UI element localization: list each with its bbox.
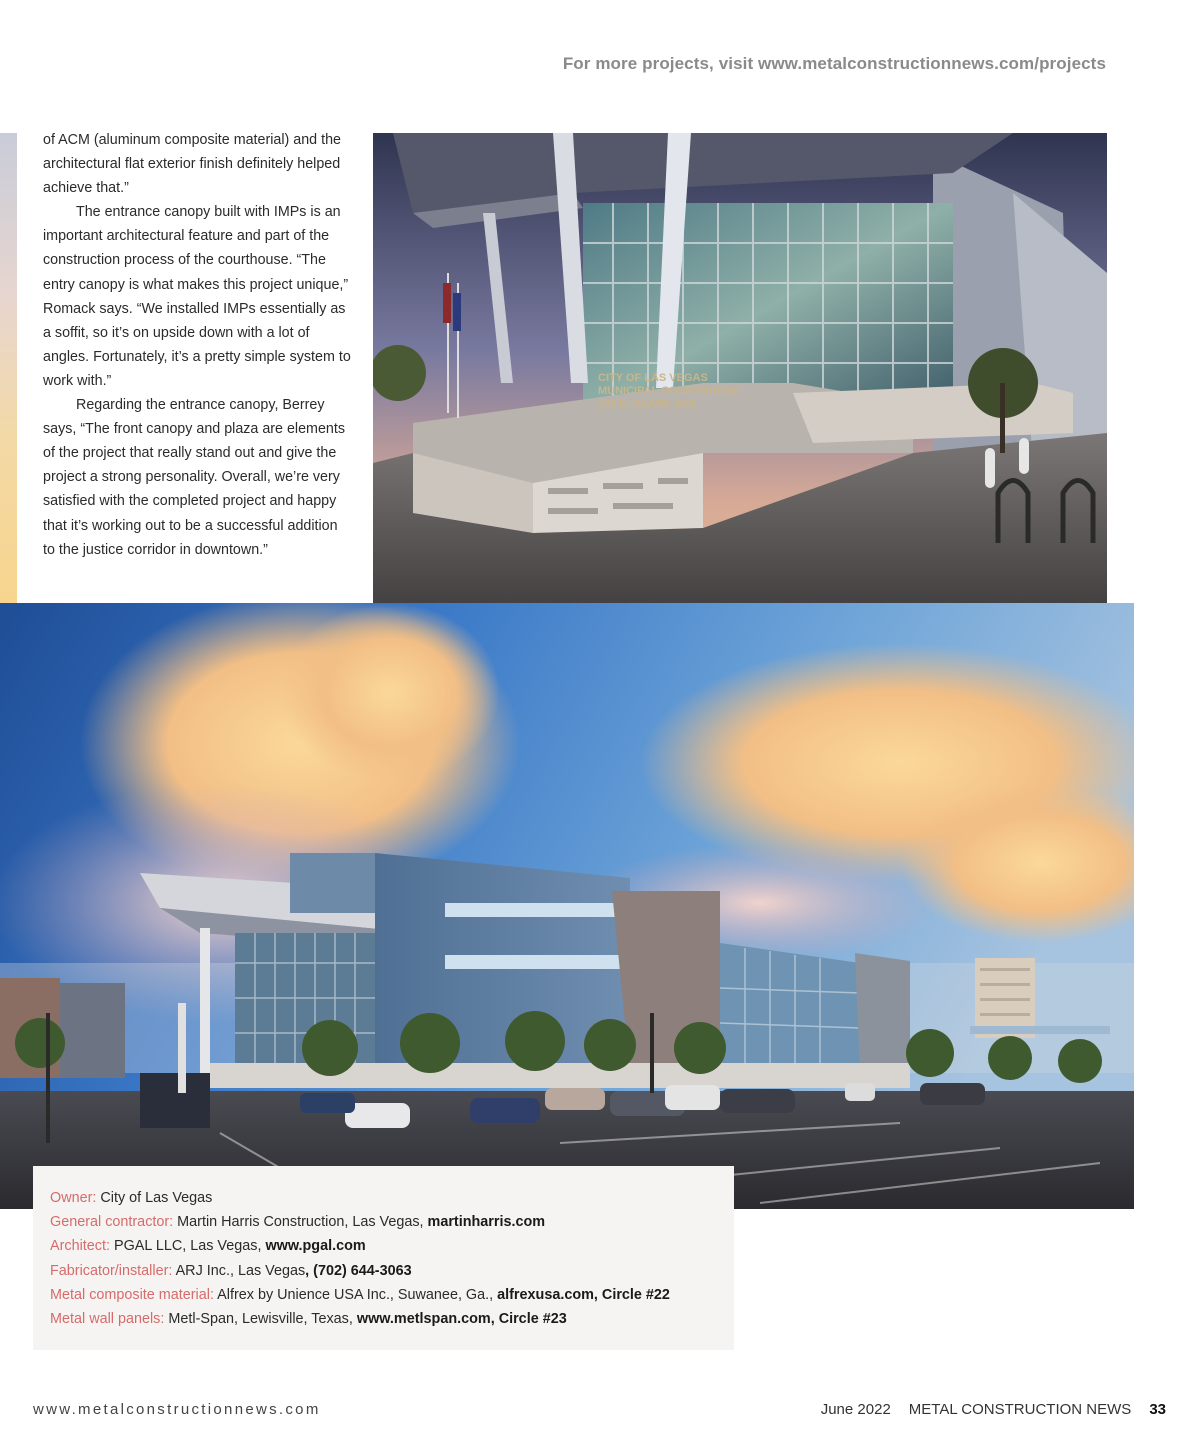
- sign-text-line: CITY OF LAS VEGAS: [598, 372, 708, 384]
- issue-date: June 2022: [820, 1401, 891, 1418]
- article-paragraph: of ACM (aluminum composite material) and the architectural flat exterior finish definitely helped achieve that.”: [43, 132, 341, 197]
- credit-value: City of Las Vegas: [96, 1190, 213, 1206]
- article-column: [43, 128, 353, 562]
- credit-label: Owner:: [50, 1190, 97, 1206]
- sign-text-line: 100 E. CLARK AVE: [598, 398, 696, 410]
- photo-edge-strip: [0, 133, 17, 603]
- projects-link[interactable]: For more projects, visit www.metalconstructionnews.com/projects: [562, 54, 1106, 73]
- credit-label: Metal wall panels:: [50, 1311, 165, 1328]
- page-number: 33: [1149, 1401, 1166, 1418]
- credit-owner: [50, 1186, 734, 1210]
- footer-website[interactable]: www.metalconstructionnews.com: [33, 1401, 321, 1418]
- credit-link[interactable]: www.metlspan.com, Circle #23: [356, 1311, 567, 1328]
- courthouse-entrance-photo: [373, 133, 1107, 623]
- credit-fabricator: [50, 1259, 734, 1283]
- credit-link[interactable]: www.pgal.com: [265, 1238, 366, 1255]
- credit-label: Fabricator/installer:: [50, 1262, 173, 1279]
- credit-value: Alfrex by Unience USA Inc., Suwanee, Ga.,: [213, 1286, 498, 1303]
- credit-composite-material: [50, 1283, 734, 1307]
- article-paragraph: Regarding the entrance canopy, Berrey says, “The front canopy and plaza are elements of the project that really stand out and give the project a strong personality. Overall, we’re very satisfied with the completed project and happy that it’s working out to be a successful addition to the justice corridor in downtown.”: [43, 397, 345, 558]
- credit-label: Architect:: [50, 1238, 110, 1255]
- credit-phone: , (702) 644-3063: [305, 1262, 412, 1279]
- credit-label: General contractor:: [50, 1214, 174, 1231]
- credit-label: Metal composite material:: [50, 1286, 214, 1303]
- credit-architect: [50, 1234, 734, 1258]
- credit-value: Metl-Span, Lewisville, Texas,: [164, 1311, 357, 1328]
- credit-link[interactable]: martinharris.com: [427, 1214, 546, 1231]
- sign-text-line: MUNICIPAL COURTHOUSE: [598, 385, 740, 397]
- credit-general-contractor: [50, 1210, 734, 1234]
- footer-folio: [821, 1401, 1166, 1418]
- publication-name: METAL CONSTRUCTION NEWS: [908, 1401, 1132, 1418]
- project-credits-box: [33, 1166, 734, 1350]
- credit-value: Martin Harris Construction, Las Vegas,: [173, 1214, 428, 1231]
- credit-link[interactable]: alfrexusa.com, Circle #22: [497, 1286, 670, 1303]
- credit-wall-panels: [50, 1307, 734, 1331]
- credit-value: PGAL LLC, Las Vegas,: [109, 1238, 266, 1255]
- courthouse-panorama-photo: [0, 603, 1134, 1209]
- credit-value: ARJ Inc., Las Vegas: [172, 1262, 306, 1279]
- article-paragraph: The entrance canopy built with IMPs is an important architectural feature and part of the construction process of the courthouse. “The entry canopy is what makes this project unique,” Romack says. “We installed IMPs essentially as a soffit, so it’s on upside down with a lot of angles. Fortunately, it’s a pretty simple system to work with.”: [43, 204, 351, 389]
